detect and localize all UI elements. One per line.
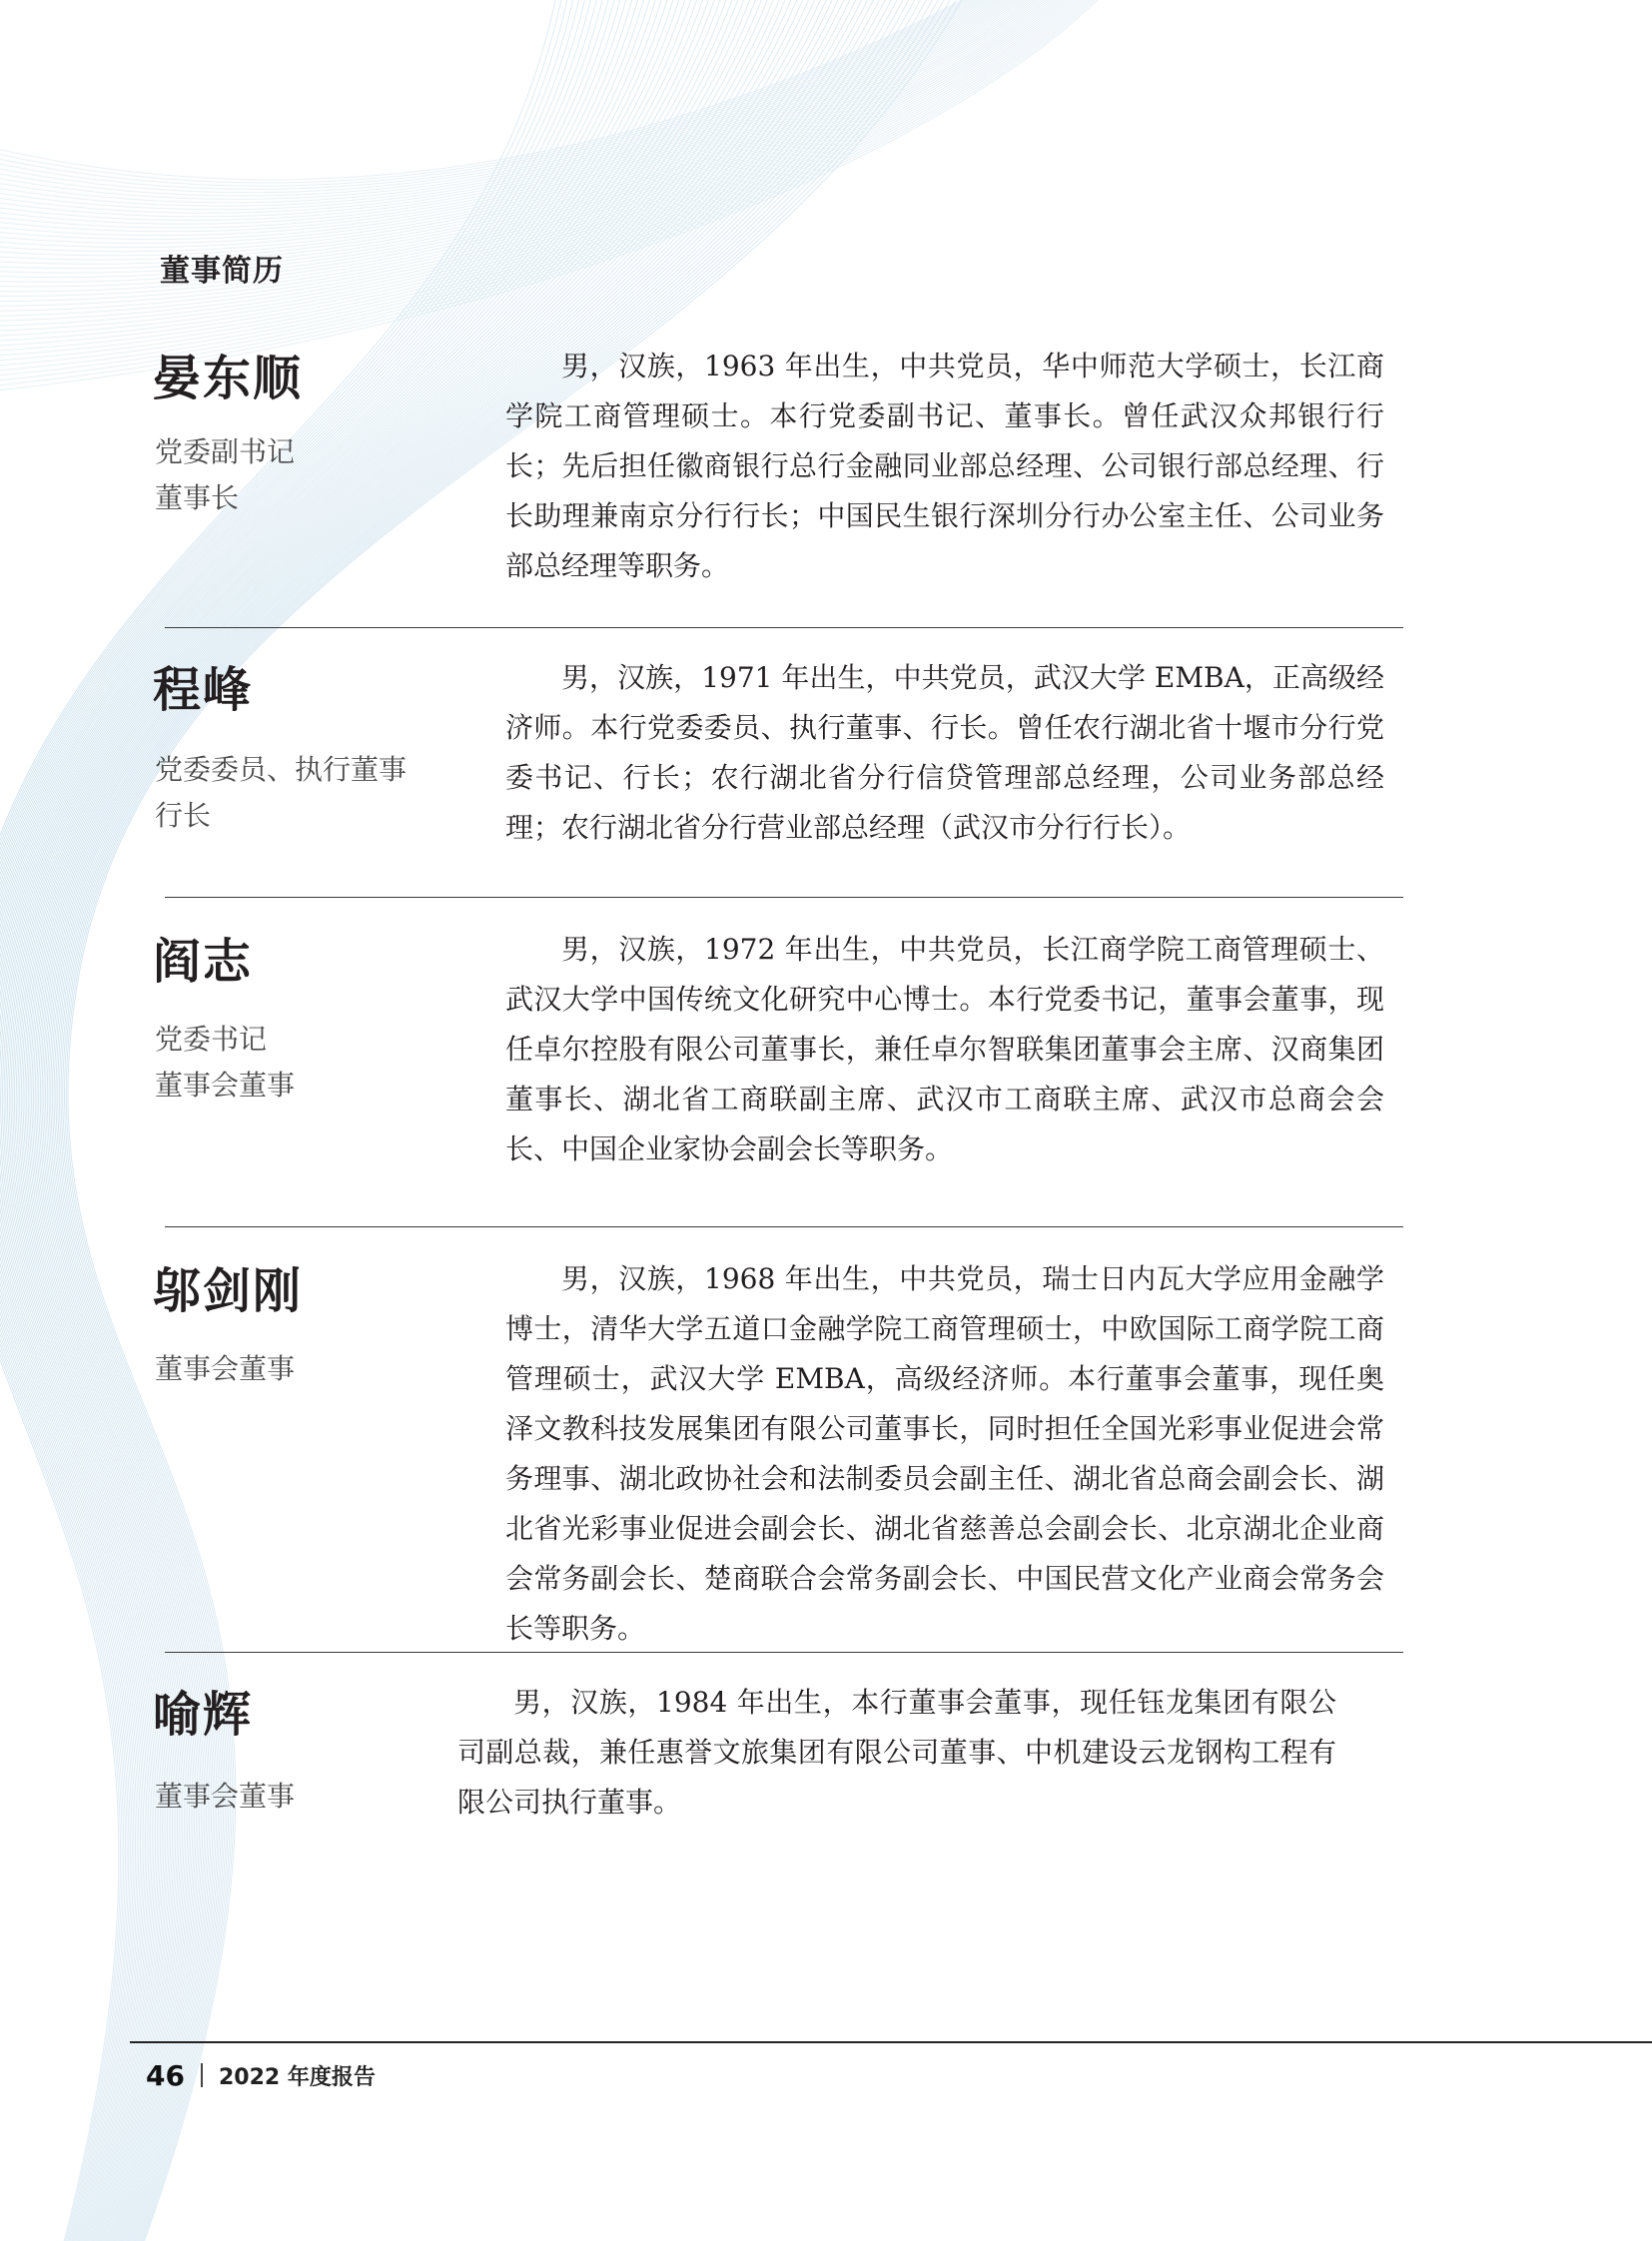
director-name: 程峰 <box>153 662 254 718</box>
divider <box>165 627 1403 628</box>
director-titles <box>155 747 407 839</box>
page-footer <box>146 2057 376 2093</box>
director-name: 阎志 <box>153 934 254 990</box>
director-title-line: 行长 <box>155 799 212 832</box>
footer-divider <box>130 2041 1652 2043</box>
report-title: 2022 年度报告 <box>218 2064 376 2090</box>
director-name: 喻辉 <box>153 1687 254 1743</box>
director-titles <box>155 1017 295 1109</box>
director-bio: 男，汉族，1971 年出生，中共党员，武汉大学 EMBA，正高级经济师。本行党委委员、执行董事、行长。曾任农行湖北省十堰市分行党委书记、行长；农行湖北省分行信贷管理部总经理，公司业务部总经理；农行湖北省分行营业部总经理（武汉市分行行长）。 <box>505 661 1384 844</box>
director-name: 晏东顺 <box>153 351 304 406</box>
director-title-line: 党委委员、执行董事 <box>155 753 408 786</box>
director-title-line: 董事会董事 <box>155 1352 296 1385</box>
director-bio: 男，汉族，1984 年出生，本行董事会董事，现任钰龙集团有限公司副总裁，兼任惠誉文旅集团有限公司董事、中机建设云龙钢构工程有限公司执行董事。 <box>457 1686 1336 1819</box>
director-titles <box>155 1346 295 1392</box>
director-bio: 男，汉族，1968 年出生，中共党员，瑞士日内瓦大学应用金融学博士，清华大学五道口金融学院工商管理硕士，中欧国际工商学院工商管理硕士，武汉大学 EMBA，高级经济师。本行董事会董事，现任奥泽文教科技发展集团有限公司董事长，同时担任全国光彩事业促进会常务理事、湖北政协社会和法制委员会副主任、湖北省总商会副会长、湖北省光彩事业促进会副会长、湖北省慈善总会副会长、北京湖北企业商会常务副会长、楚商联合会常务副会长、中国民营文化产业商会常务会长等职务。 <box>505 1262 1384 1645</box>
director-title-line: 党委书记 <box>155 1023 268 1056</box>
director-title-line: 董事会董事 <box>155 1069 296 1102</box>
director-name: 邬剑刚 <box>153 1263 304 1319</box>
director-bio: 男，汉族，1972 年出生，中共党员，长江商学院工商管理硕士、武汉大学中国传统文化研究中心博士。本行党委书记，董事会董事，现任卓尔控股有限公司董事长，兼任卓尔智联集团董事会主席、汉商集团董事长、湖北省工商联副主席、武汉市工商联主席、武汉市总商会会长、中国企业家协会副会长等职务。 <box>505 933 1384 1165</box>
divider <box>165 897 1403 898</box>
section-title: 董事简历 <box>160 254 284 289</box>
page-number: 46 <box>146 2058 185 2092</box>
divider <box>165 1226 1403 1227</box>
director-title-line: 党委副书记 <box>155 435 296 468</box>
director-bio: 男，汉族，1963 年出生，中共党员，华中师范大学硕士，长江商学院工商管理硕士。本行党委副书记、董事长。曾任武汉众邦银行行长；先后担任徽商银行总行金融同业部总经理、公司银行部总经理、行长助理兼南京分行行长；中国民生银行深圳分行办公室主任、公司业务部总经理等职务。 <box>505 350 1384 582</box>
director-titles <box>155 429 295 521</box>
director-titles <box>155 1774 295 1820</box>
footer-separator <box>201 2063 203 2087</box>
divider <box>165 1652 1403 1653</box>
director-title-line: 董事会董事 <box>155 1780 296 1813</box>
director-title-line: 董事长 <box>155 481 240 514</box>
